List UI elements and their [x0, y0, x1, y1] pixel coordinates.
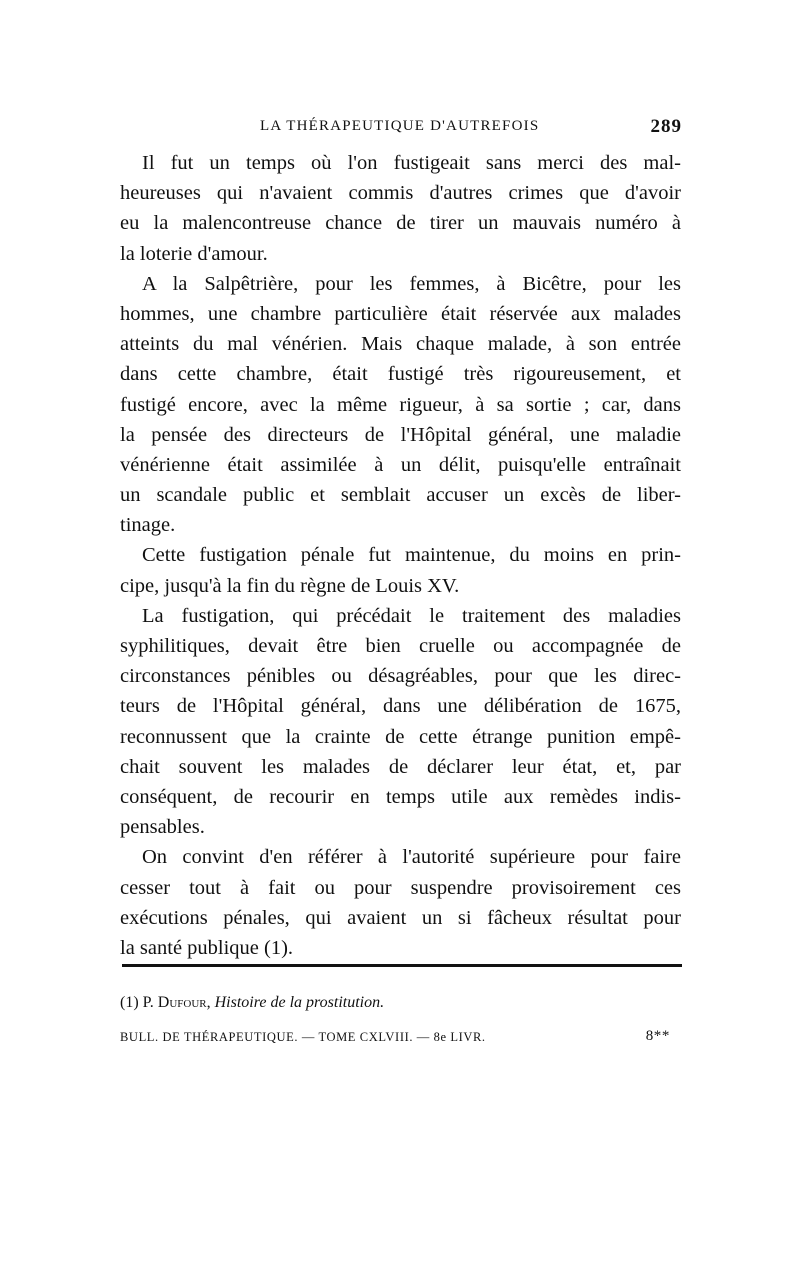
text-line: On convint d'en référer à l'autorité supérieure pour faire [142, 846, 681, 869]
text-line: vénérienne était assimilée à un délit, puisqu'elle entraînait [120, 453, 681, 476]
text-line: conséquent, de recourir en temps utile aux remèdes indis- [120, 785, 681, 808]
text-line: la santé publique (1). [120, 936, 294, 959]
text-line: cesser tout à fait ou pour suspendre provisoirement ces [120, 876, 681, 899]
text-line: La fustigation, qui précédait le traitement des maladies [142, 604, 681, 627]
text-line: circonstances pénibles ou désagréables, pour que les direc- [120, 665, 681, 688]
text-line: teurs de l'Hôpital général, dans une délibération de 1675, [120, 695, 681, 718]
page-number: 289 [650, 116, 682, 137]
text-line: chait souvent les malades de déclarer leur état, et, par [120, 755, 681, 778]
text-line: tinage. [120, 514, 176, 537]
text-line: dans cette chambre, était fustigé très rigoureusement, et [120, 363, 681, 386]
text-line: cipe, jusqu'à la fin du règne de Louis XV. [120, 574, 460, 597]
signature-mark: 8** [645, 1028, 670, 1044]
body-text [120, 148, 681, 963]
running-title: LA THÉRAPEUTIQUE D'AUTREFOIS [260, 118, 540, 134]
text-line: exécutions pénales, qui avaient un si fâcheux résultat pour [120, 906, 681, 929]
text-line: hommes, une chambre particulière était réservée aux malades [120, 302, 681, 325]
signature-text: BULL. DE THÉRAPEUTIQUE. — TOME CXLVIII. — 8e LIVR. [120, 1030, 486, 1044]
footnote-author: P. Dufour, [142, 994, 211, 1011]
text-line: la pensée des directeurs de l'Hôpital général, une maladie [120, 423, 681, 446]
footnote-work-title: Histoire de la prostitution. [214, 994, 385, 1011]
text-line: pensables. [120, 816, 205, 839]
text-line: atteints du mal vénérien. Mais chaque malade, à son entrée [120, 333, 681, 356]
text-line: A la Salpêtrière, pour les femmes, à Bicêtre, pour les [142, 272, 681, 295]
text-line: heureuses qui n'avaient commis d'autres crimes que d'avoir [120, 182, 681, 205]
footnote-marker: (1) [120, 994, 139, 1011]
text-line: Il fut un temps où l'on fustigeait sans merci des mal- [142, 152, 681, 174]
text-line: eu la malencontreuse chance de tirer un mauvais numéro à [120, 212, 681, 235]
text-line: Cette fustigation pénale fut maintenue, du moins en prin- [142, 544, 681, 567]
text-line: syphilitiques, devait être bien cruelle ou accompagnée de [120, 635, 681, 657]
running-head [120, 116, 682, 140]
footnote-divider [122, 964, 682, 967]
text-line: la loterie d'amour. [120, 242, 268, 265]
text-line: un scandale public et semblait accuser un excès de liber- [120, 484, 681, 507]
printer-signature [120, 1030, 682, 1050]
text-line: fustigé encore, avec la même rigueur, à sa sortie ; car, dans [120, 393, 681, 416]
footnote [120, 994, 384, 1012]
text-line: reconnussent que la crainte de cette étrange punition empê- [120, 725, 681, 748]
